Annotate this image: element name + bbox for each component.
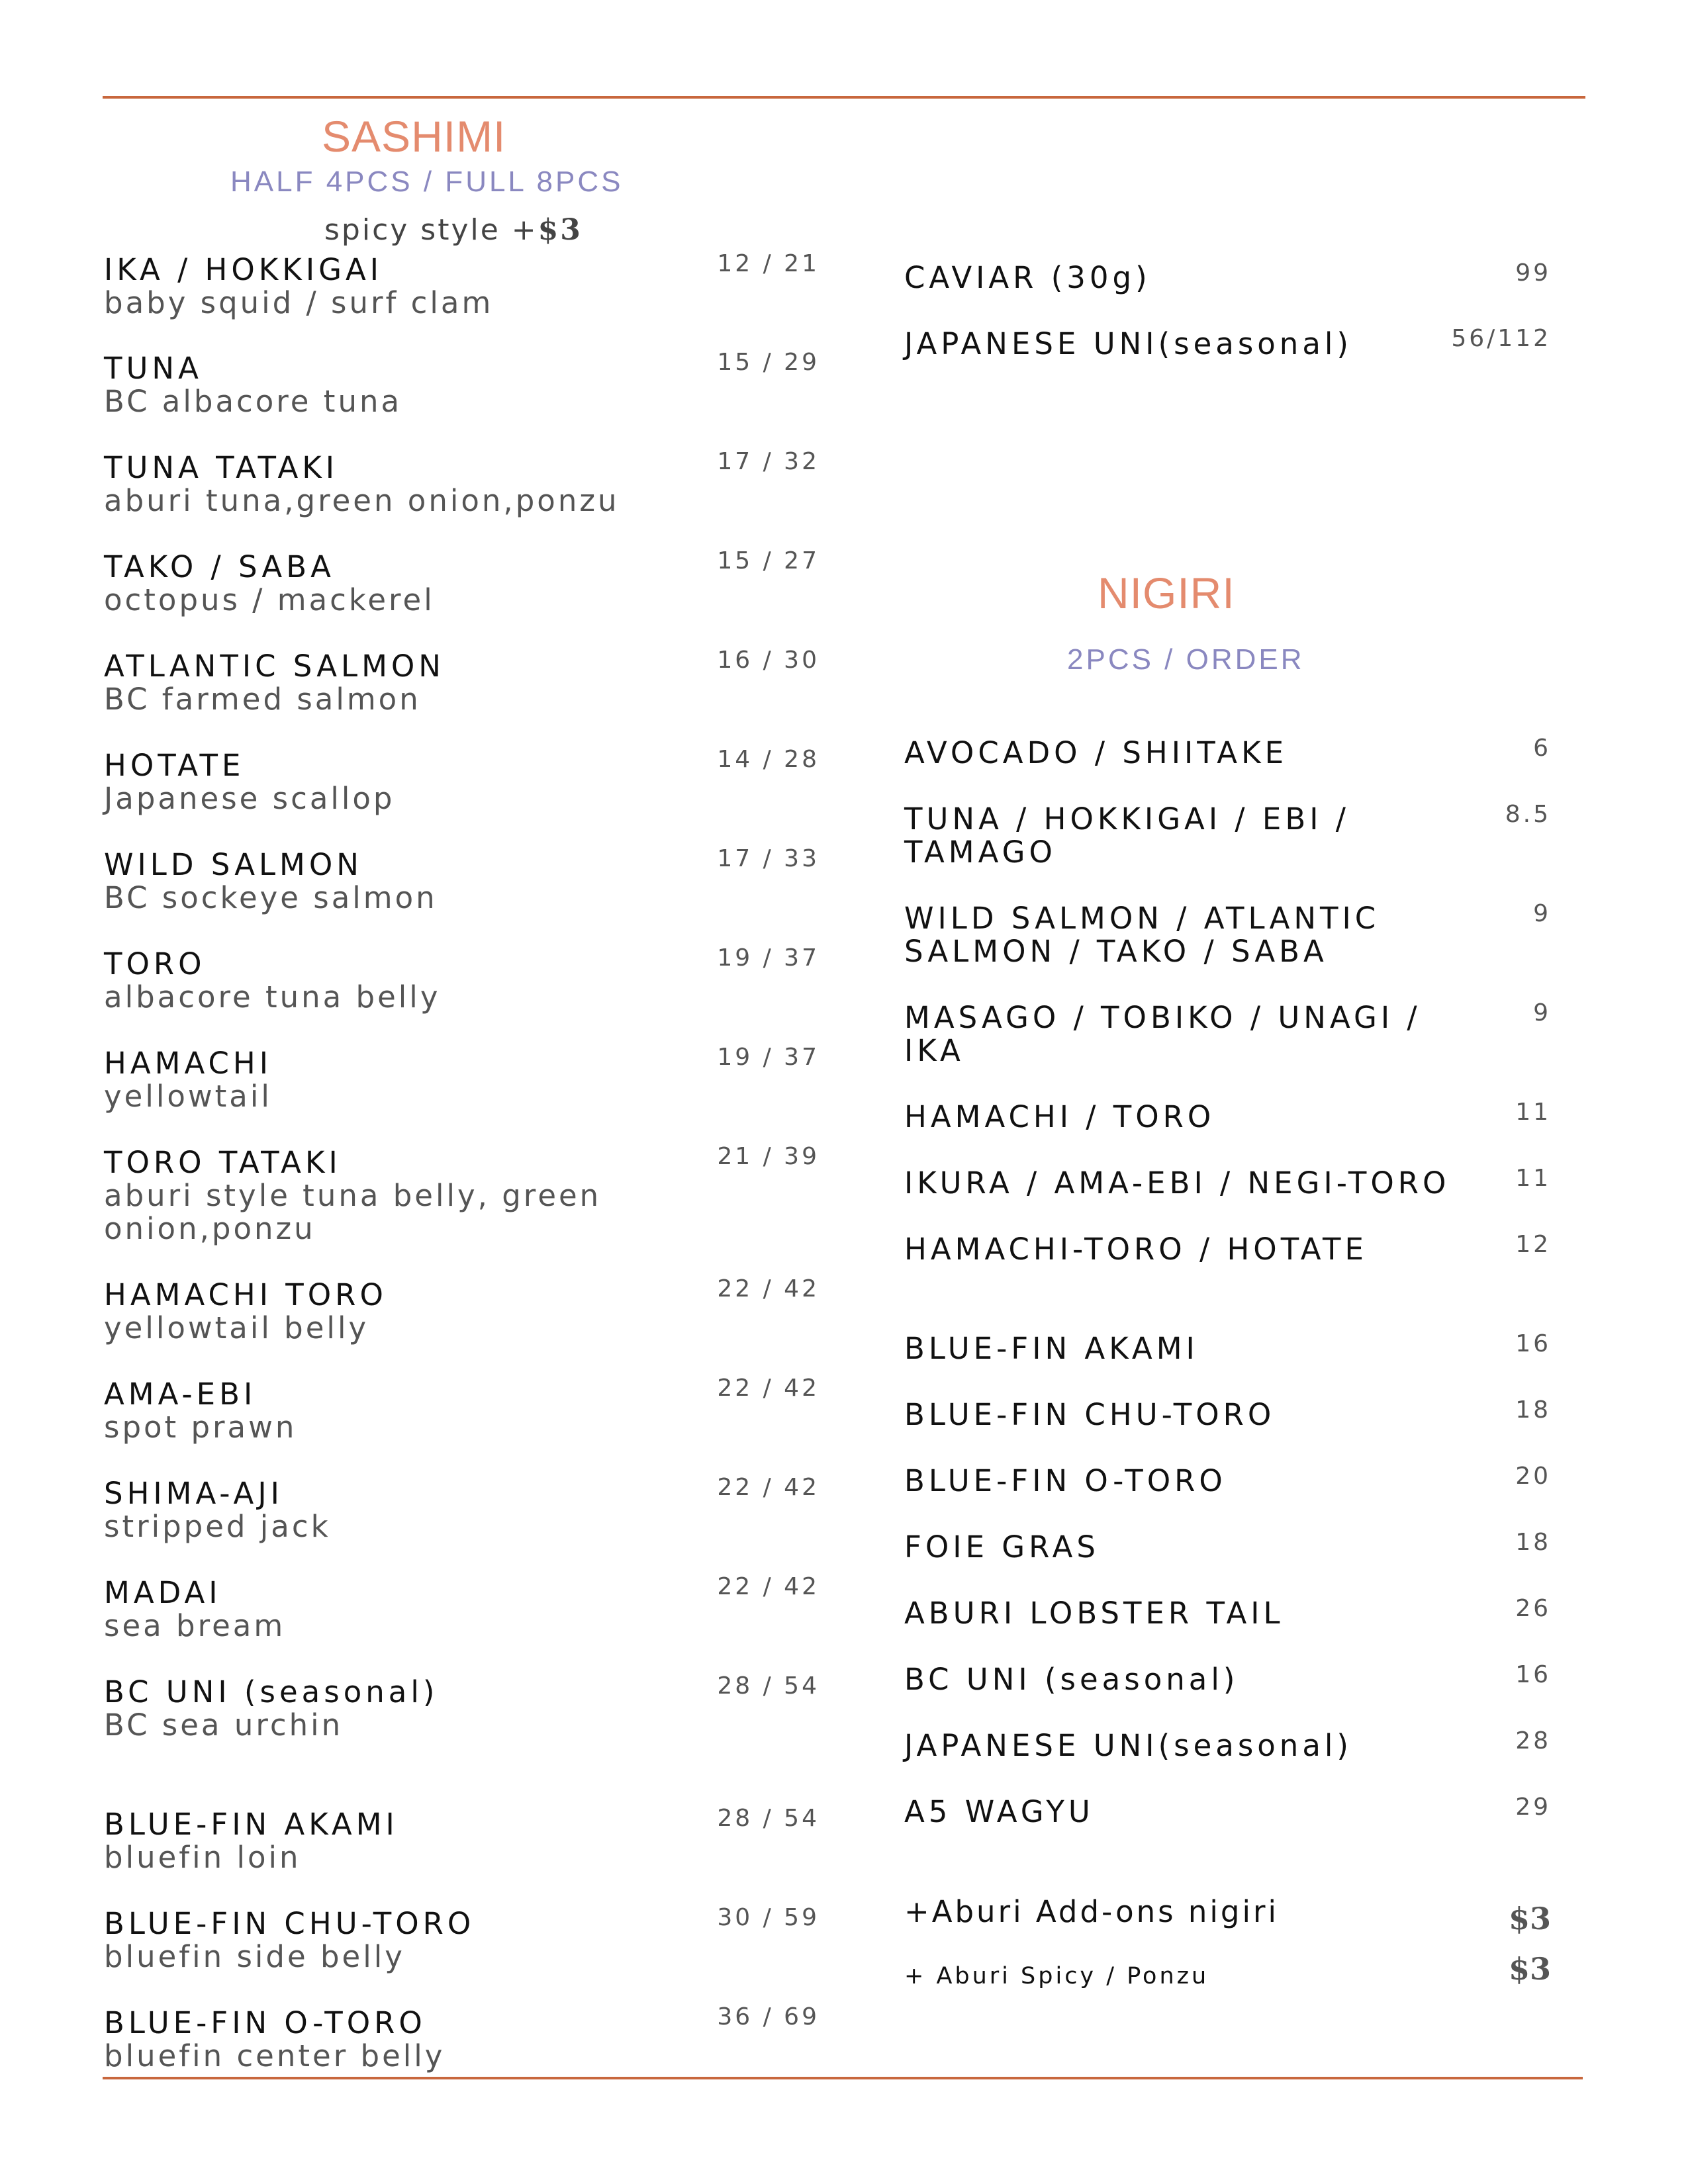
item-name: BLUE-FIN O-TORO — [904, 1463, 1227, 1498]
sashimi-item — [104, 1279, 387, 1345]
item-name: IKURA / AMA-EBI / NEGI-TORO — [904, 1165, 1450, 1201]
item-name: MASAGO / TOBIKO / UNAGI / IKA — [904, 1000, 1421, 1068]
item-price: 16 / 30 — [717, 647, 820, 674]
item-name: WILD SALMON / ATLANTIC SALMON / TAKO / SABA — [904, 901, 1380, 969]
sashimi-item — [104, 352, 402, 418]
item-price: 9 — [1533, 999, 1551, 1026]
item-price: 16 — [1515, 1661, 1551, 1688]
sashimi-item — [104, 451, 619, 518]
item-name: AVOCADO / SHIITAKE — [904, 735, 1288, 770]
item-name: TORO TATAKI — [104, 1145, 342, 1180]
item-name: IKA / HOKKIGAI — [104, 252, 383, 287]
sashimi-item — [104, 1907, 475, 1974]
item-price: 28 / 54 — [717, 1672, 820, 1700]
item-name: HAMACHI-TORO / HOTATE — [904, 1232, 1368, 1267]
nigiri-item — [904, 1101, 1215, 1134]
item-name: BC UNI (seasonal) — [904, 1662, 1239, 1697]
item-price: 30 / 59 — [717, 1904, 820, 1931]
item-name: HOTATE — [104, 748, 245, 783]
sashimi-item — [104, 1477, 331, 1543]
nigiri-item — [904, 1001, 1421, 1068]
bottom-rule — [103, 2077, 1583, 2079]
item-price: 14 / 28 — [717, 746, 820, 773]
item-price: 19 / 37 — [717, 1044, 820, 1071]
item-desc: bluefin center belly — [104, 2038, 445, 2073]
item-name: HAMACHI TORO — [104, 1277, 387, 1312]
item-name: FOIE GRAS — [904, 1529, 1100, 1565]
item-desc: aburi tuna,green onion,ponzu — [104, 483, 620, 518]
item-name: BLUE-FIN AKAMI — [104, 1807, 399, 1842]
sashimi-item — [104, 1047, 272, 1113]
item-price: 11 — [1515, 1099, 1551, 1126]
extra-item — [904, 328, 1352, 361]
item-name: SHIMA-AJI — [104, 1476, 283, 1511]
item-name: BLUE-FIN CHU-TORO — [104, 1906, 475, 1941]
sashimi-item — [104, 1676, 438, 1742]
item-price: 99 — [1515, 259, 1551, 287]
item-price: 9 — [1533, 900, 1551, 927]
nigiri-item — [904, 1332, 1199, 1365]
item-name: BLUE-FIN O-TORO — [104, 2005, 426, 2040]
sashimi-title: SASHIMI — [322, 112, 506, 161]
item-price: 22 / 42 — [717, 1474, 820, 1501]
item-name: A5 WAGYU — [904, 1794, 1094, 1829]
item-name: JAPANESE UNI(seasonal) — [904, 326, 1352, 361]
item-price: 20 — [1515, 1463, 1551, 1490]
sashimi-subtitle: HALF 4PCS / FULL 8PCS — [230, 165, 624, 198]
nigiri-item — [904, 1796, 1094, 1829]
addon-price: $3 — [1508, 1951, 1551, 1987]
sashimi-item — [104, 1378, 297, 1444]
spicy-price: $3 — [538, 213, 583, 247]
item-name: ABURI LOBSTER TAIL — [904, 1596, 1284, 1631]
item-name: HAMACHI — [104, 1046, 272, 1081]
item-name: ATLANTIC SALMON — [104, 649, 445, 684]
item-price: 15 / 27 — [717, 547, 820, 574]
item-price: 56/112 — [1451, 325, 1551, 352]
item-price: 22 / 42 — [717, 1573, 820, 1600]
item-name: TORO — [104, 946, 206, 981]
item-desc: bluefin side belly — [104, 1939, 405, 1974]
spicy-style-note — [324, 213, 583, 247]
nigiri-item — [904, 1597, 1284, 1630]
item-name: TUNA — [104, 351, 203, 386]
nigiri-item — [904, 1398, 1275, 1432]
spicy-label: spicy style + — [324, 213, 538, 247]
nigiri-item — [904, 803, 1350, 869]
item-desc: BC sea urchin — [104, 1707, 344, 1743]
addon-aburi: +Aburi Add-ons nigiri — [904, 1894, 1279, 1929]
item-price: 18 — [1515, 1396, 1551, 1424]
item-desc: sea bream — [104, 1608, 286, 1643]
item-price: 28 — [1515, 1727, 1551, 1754]
item-price: 6 — [1533, 735, 1551, 762]
sashimi-item — [104, 848, 438, 915]
item-price: 18 — [1515, 1529, 1551, 1556]
nigiri-item — [904, 737, 1288, 770]
item-name: WILD SALMON — [104, 847, 363, 882]
nigiri-item — [904, 1167, 1450, 1200]
item-price: 17 / 32 — [717, 448, 820, 475]
item-desc: stripped jack — [104, 1509, 331, 1544]
sashimi-item — [104, 551, 435, 617]
item-name: BC UNI (seasonal) — [104, 1674, 439, 1709]
item-desc: spot prawn — [104, 1410, 297, 1445]
nigiri-item — [904, 1663, 1239, 1696]
item-price: 26 — [1515, 1595, 1551, 1622]
item-desc: yellowtail belly — [104, 1310, 369, 1345]
nigiri-item — [904, 1233, 1368, 1266]
item-name: BLUE-FIN CHU-TORO — [904, 1397, 1276, 1432]
item-price: 17 / 33 — [717, 845, 820, 872]
item-name: BLUE-FIN AKAMI — [904, 1331, 1199, 1366]
item-desc: BC albacore tuna — [104, 384, 402, 419]
top-rule — [103, 96, 1585, 99]
nigiri-item — [904, 1531, 1100, 1564]
nigiri-subtitle: 2PCS / ORDER — [1067, 643, 1305, 676]
extra-item — [904, 261, 1151, 295]
item-desc: baby squid / surf clam — [104, 285, 494, 320]
sashimi-item — [104, 1146, 601, 1246]
sashimi-item — [104, 253, 493, 320]
item-price: 15 / 29 — [717, 349, 820, 376]
sashimi-item — [104, 1576, 285, 1643]
item-price: 22 / 42 — [717, 1375, 820, 1402]
item-desc: Japanese scallop — [104, 781, 395, 816]
item-name: TUNA TATAKI — [104, 450, 339, 485]
item-name: JAPANESE UNI(seasonal) — [904, 1728, 1352, 1763]
item-name: AMA-EBI — [104, 1377, 257, 1412]
sashimi-item — [104, 650, 445, 716]
item-price: 16 — [1515, 1330, 1551, 1357]
nigiri-item — [904, 1729, 1352, 1762]
sashimi-item — [104, 2007, 445, 2073]
item-name: TUNA / HOKKIGAI / EBI / TAMAGO — [904, 801, 1350, 870]
item-price: 8.5 — [1505, 801, 1551, 828]
item-desc: octopus / mackerel — [104, 582, 435, 617]
item-name: HAMACHI / TORO — [904, 1099, 1215, 1134]
item-price: 19 / 37 — [717, 944, 820, 972]
item-name: TAKO / SABA — [104, 549, 335, 584]
nigiri-item — [904, 1465, 1227, 1498]
sashimi-item — [104, 948, 440, 1014]
sashimi-item — [104, 749, 395, 815]
nigiri-title: NIGIRI — [1098, 569, 1235, 617]
sashimi-item — [104, 1808, 399, 1874]
item-price: 29 — [1515, 1794, 1551, 1821]
item-name: CAVIAR (30g) — [904, 260, 1151, 295]
item-desc: BC sockeye salmon — [104, 880, 438, 915]
addon-spicy-ponzu: + Aburi Spicy / Ponzu — [904, 1963, 1209, 1989]
item-price: 12 — [1515, 1231, 1551, 1258]
item-desc: albacore tuna belly — [104, 979, 441, 1015]
item-price: 36 / 69 — [717, 2003, 820, 2030]
item-price: 12 / 21 — [717, 250, 820, 277]
item-price: 11 — [1515, 1165, 1551, 1192]
item-desc: aburi style tuna belly, green onion,ponzu — [104, 1178, 602, 1246]
item-desc: bluefin loin — [104, 1840, 301, 1875]
addon-price: $3 — [1508, 1901, 1551, 1936]
item-price: 28 / 54 — [717, 1805, 820, 1832]
item-name: MADAI — [104, 1575, 222, 1610]
item-desc: BC farmed salmon — [104, 682, 421, 717]
nigiri-item — [904, 902, 1380, 968]
item-price: 21 / 39 — [717, 1143, 820, 1170]
item-desc: yellowtail — [104, 1079, 272, 1114]
item-price: 22 / 42 — [717, 1275, 820, 1302]
